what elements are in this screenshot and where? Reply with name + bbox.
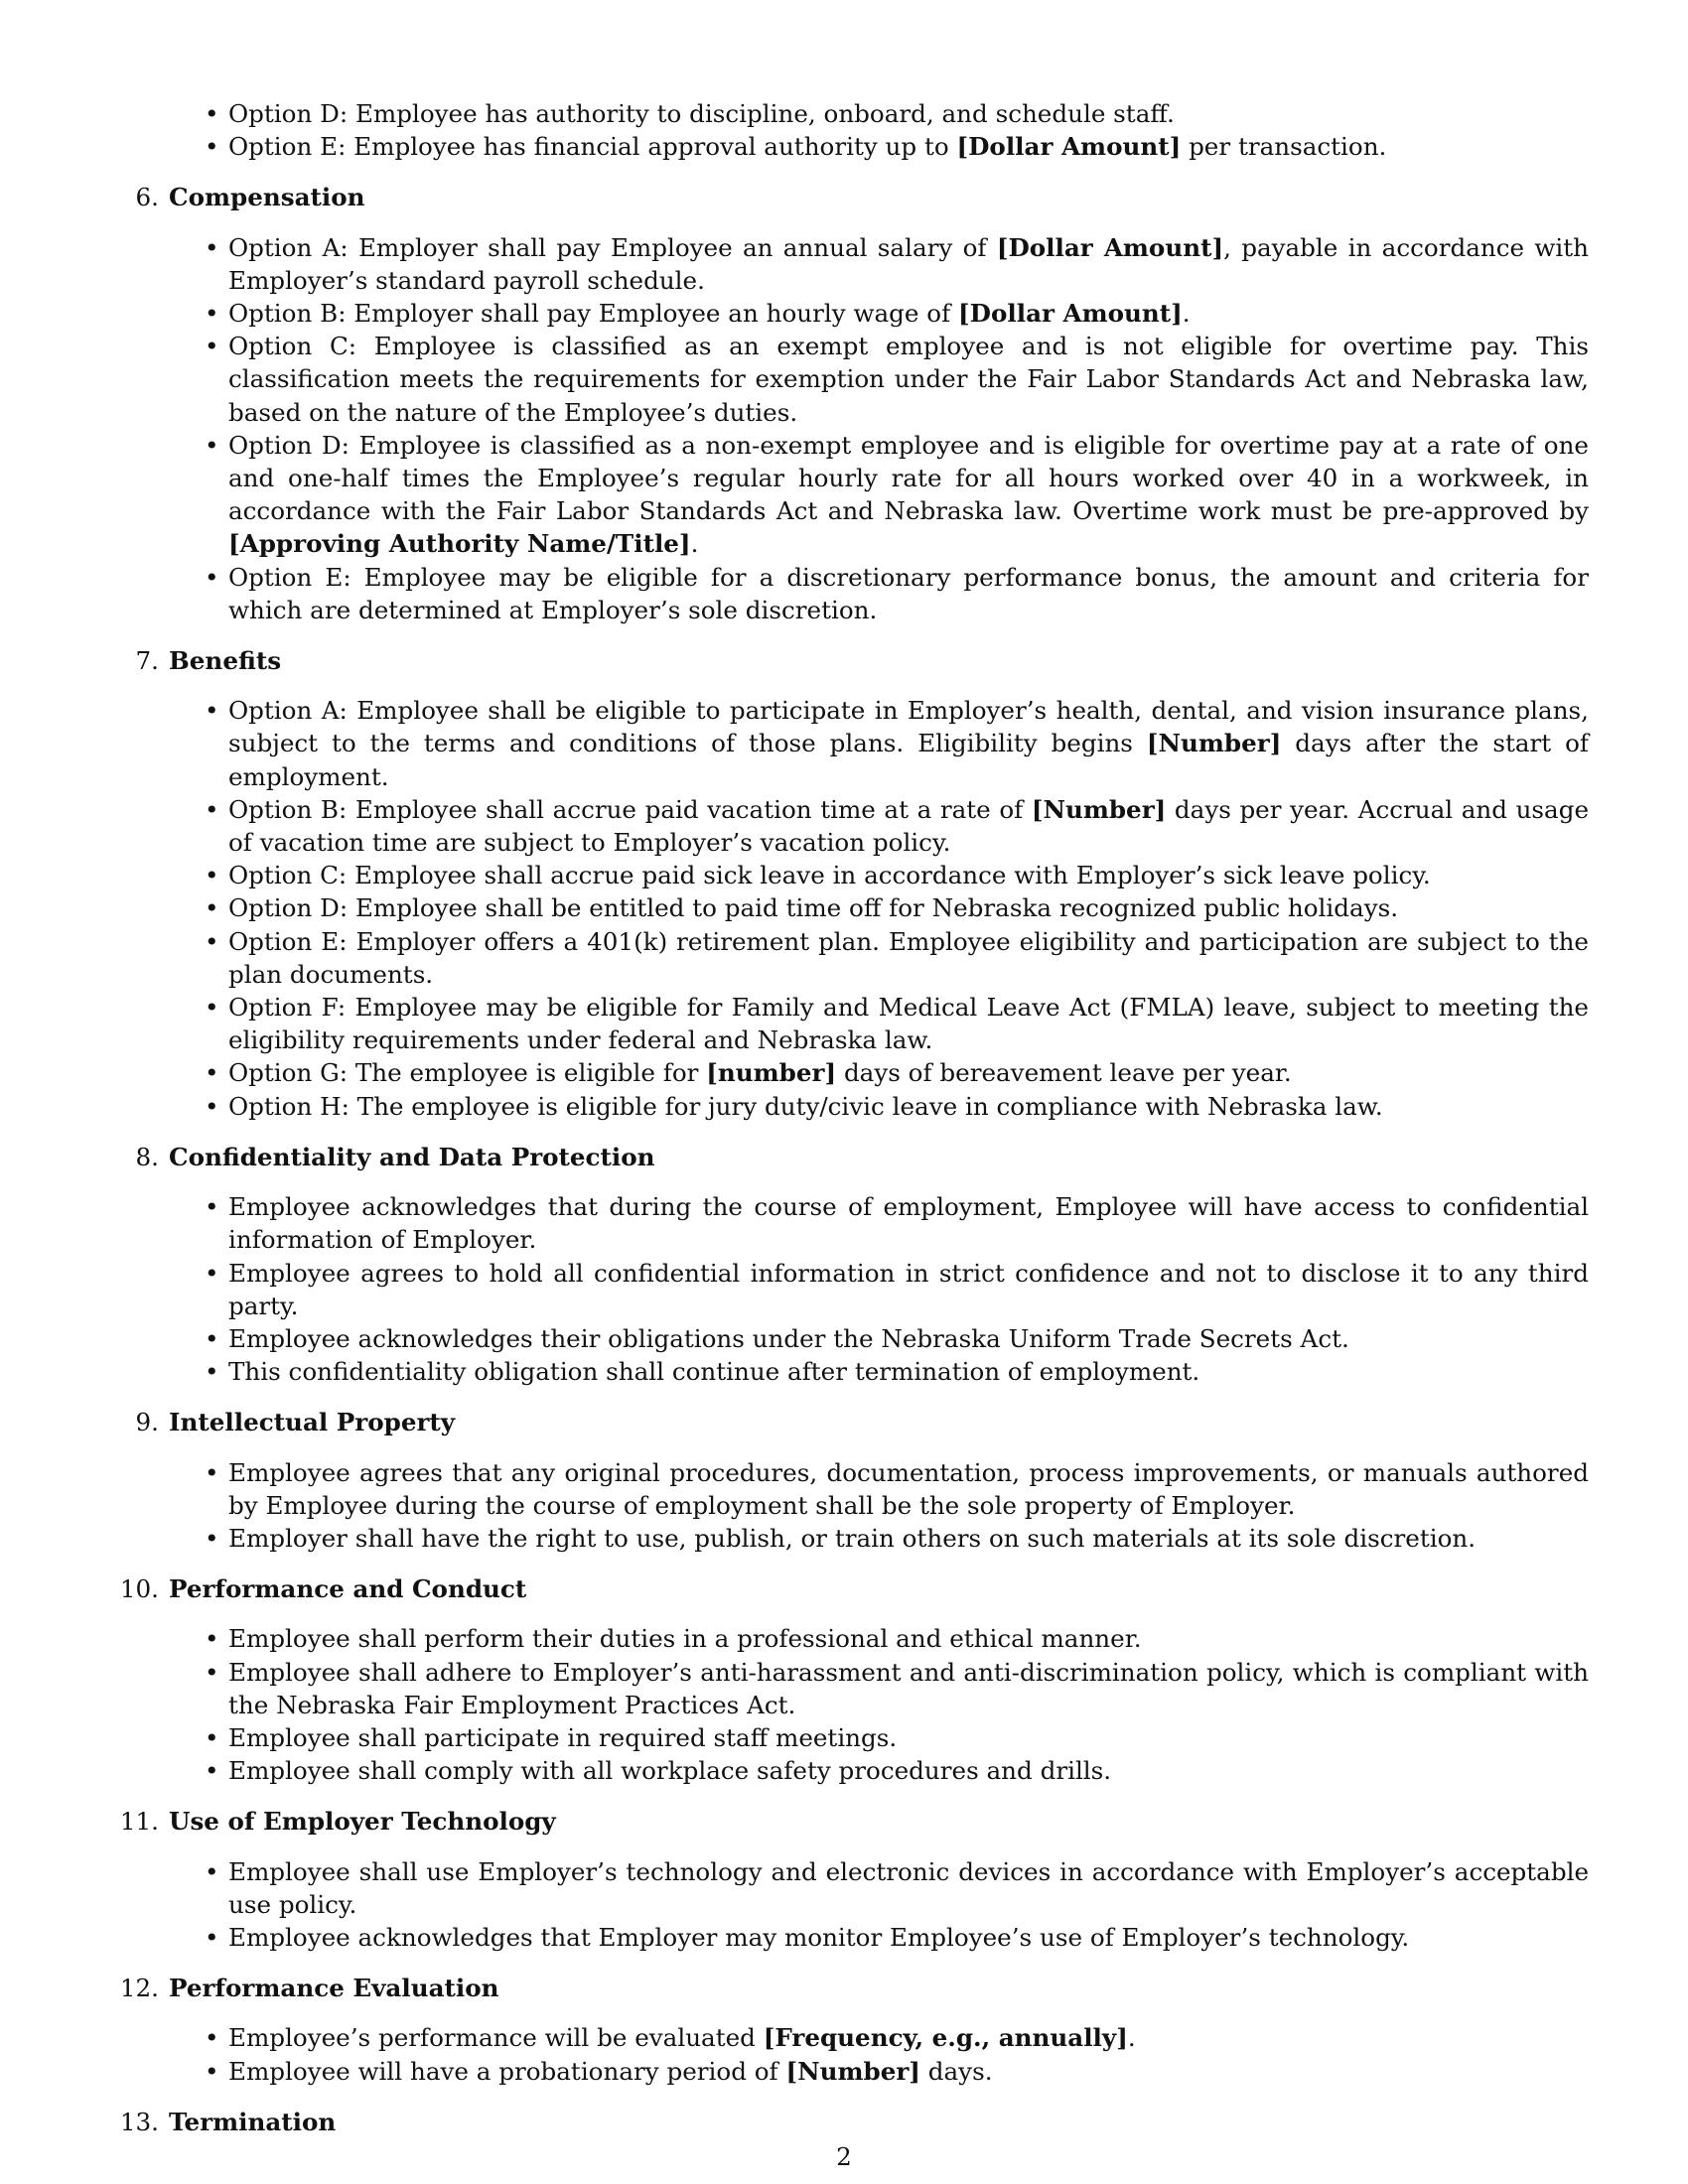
item-text: days per year. Accrual and usage of vacation time are subject to Employer’s vacation policy. — [228, 794, 1589, 858]
section-heading — [119, 1572, 1589, 1605]
list-item — [228, 1056, 1589, 1089]
list-item — [228, 1921, 1589, 1954]
item-text: This confidentiality obligation shall continue after termination of employment. — [228, 1357, 1200, 1387]
list-item — [228, 1622, 1589, 1655]
section — [135, 1141, 1589, 1388]
placeholder-field: [Dollar Amount] — [996, 232, 1224, 262]
continued-option-list — [169, 97, 1589, 163]
item-text: Option D: Employee shall be entitled to paid time off for Nebraska recognized public holidays. — [228, 893, 1399, 923]
list-item — [228, 859, 1589, 891]
item-text: Option E: Employee has financial approval authority up to — [228, 132, 957, 162]
item-text: Employee’s performance will be evaluated — [228, 2023, 764, 2053]
list-item — [228, 561, 1589, 626]
item-text: , payable in accordance with Employer’s standard payroll schedule. — [228, 232, 1589, 295]
section-title: Compensation — [169, 183, 365, 212]
item-text: days after the start of employment. — [228, 729, 1589, 791]
placeholder-field: [Frequency, e.g., annually] — [763, 2023, 1128, 2053]
section-title: Confidentiality and Data Protection — [169, 1142, 655, 1171]
section — [135, 181, 1589, 626]
item-text: Employee acknowledges their obligations under the Nebraska Uniform Trade Secrets Act. — [228, 1323, 1349, 1353]
item-text: Employee acknowledges that Employer may monitor Employee’s use of Employer’s technology. — [228, 1922, 1410, 1952]
document-body — [119, 97, 1589, 2155]
item-text: Option D: Employee is classified as a non-exempt employee and is eligible for overtime pay at a rate of one and one-half times the Employee’s regular hourly rate for all hours worked over 40 in a workweek, in accordance with the Fair Labor Standards Act and Nebraska law. Overtime work must be pre-approved by — [228, 430, 1589, 526]
item-text: days of bereavement leave per year. — [836, 1058, 1292, 1088]
item-text: Employee shall adhere to Employer’s anti-harassment and anti-discrimination policy, which is compliant with the Nebraska Fair Employment Practices Act. — [228, 1657, 1589, 1719]
list-item — [228, 1090, 1589, 1123]
item-text: Employee agrees to hold all confidential information in strict confidence and not to disclose it to any third party. — [228, 1258, 1589, 1320]
section-title: Benefits — [169, 646, 282, 676]
list-item — [228, 1322, 1589, 1355]
item-text: Employee shall participate in required staff meetings. — [228, 1722, 898, 1752]
option-list — [169, 231, 1589, 626]
section — [135, 644, 1589, 1123]
item-text: Option F: Employee may be eligible for Family and Medical Leave Act (FMLA) leave, subject to meeting the eligibility requirements under federal and Nebraska law. — [228, 993, 1589, 1055]
placeholder-field: [Number] — [1146, 729, 1282, 758]
item-text: Employee shall perform their duties in a professional and ethical manner. — [228, 1624, 1142, 1654]
option-list — [169, 2021, 1589, 2087]
section-heading — [119, 1972, 1589, 2004]
section-number: 7. — [135, 646, 159, 676]
section-heading — [135, 1141, 1589, 1173]
list-item — [228, 330, 1589, 429]
item-text: Employee shall use Employer’s technology and electronic devices in accordance with Employer’s acceptable use policy. — [228, 1856, 1589, 1919]
list-item — [228, 297, 1589, 330]
list-item — [228, 1456, 1589, 1522]
section-title: Use of Employer Technology — [169, 1807, 556, 1837]
list-item — [228, 925, 1589, 991]
item-text: Option G: The employee is eligible for — [228, 1058, 707, 1088]
list-item — [228, 130, 1589, 163]
list-item — [228, 1721, 1589, 1754]
section-number: 12. — [119, 1974, 159, 2003]
item-text: . — [690, 529, 699, 559]
list-item — [228, 2055, 1589, 2088]
item-text: Option B: Employee shall accrue paid vacation time at a rate of — [228, 794, 1032, 824]
section — [119, 1805, 1589, 1954]
list-item — [228, 1855, 1589, 1921]
section-list — [119, 181, 1589, 2138]
option-list — [169, 1190, 1589, 1388]
item-text: Option A: Employer shall pay Employee an annual salary of — [228, 232, 997, 262]
item-text: Option C: Employee is classified as an exempt employee and is not eligible for overtime pay. This classification meets the requirements for exemption under the Fair Labor Standards Act and Nebraska law, based on the nature of the Employee’s duties. — [228, 332, 1589, 427]
item-text: per transaction. — [1181, 132, 1387, 162]
placeholder-field: [Dollar Amount] — [958, 299, 1183, 329]
item-text: Option A: Employee shall be eligible to participate in Employer’s health, dental, and vision insurance plans, subject to the terms and conditions of those plans. Eligibility begins — [228, 696, 1589, 758]
placeholder-field: [Dollar Amount] — [956, 132, 1182, 162]
section-number: 11. — [119, 1807, 159, 1837]
section-number: 13. — [119, 2107, 159, 2136]
list-item — [228, 231, 1589, 297]
list-item — [228, 429, 1589, 561]
section-title: Termination — [169, 2107, 337, 2136]
list-item — [228, 991, 1589, 1056]
item-text: Employee acknowledges that during the course of employment, Employee will have access to confidential information of Employer. — [228, 1192, 1589, 1255]
item-text: Option D: Employee has authority to discipline, onboard, and schedule staff. — [228, 99, 1175, 128]
section-number: 6. — [135, 183, 159, 212]
list-item — [228, 97, 1589, 130]
section-heading — [135, 1406, 1589, 1438]
item-text: . — [1182, 299, 1191, 329]
section — [135, 1406, 1589, 1555]
section-heading — [119, 2106, 1589, 2138]
list-item — [228, 793, 1589, 859]
item-text: Option E: Employee may be eligible for a discretionary performance bonus, the amount and criteria for which are determined at Employer’s sole discretion. — [228, 562, 1589, 624]
section-heading — [135, 644, 1589, 677]
placeholder-field: [number] — [706, 1058, 837, 1088]
item-text: Option C: Employee shall accrue paid sick leave in accordance with Employer’s sick leave policy. — [228, 861, 1431, 890]
item-text: Option H: The employee is eligible for jury duty/civic leave in compliance with Nebraska law. — [228, 1091, 1383, 1121]
section — [119, 2106, 1589, 2138]
list-item — [228, 1190, 1589, 1256]
placeholder-field: [Number] — [785, 2056, 920, 2086]
option-list — [169, 1855, 1589, 1955]
option-list — [169, 1622, 1589, 1787]
list-item — [228, 1355, 1589, 1388]
section-title: Intellectual Property — [169, 1408, 456, 1437]
section — [119, 1972, 1589, 2088]
list-item — [228, 2021, 1589, 2054]
page-number: 2 — [836, 2142, 852, 2171]
section-number: 10. — [119, 1574, 159, 1604]
item-text: Employee will have a probationary period of — [228, 2056, 786, 2086]
section-number: 8. — [135, 1142, 159, 1171]
list-item — [228, 891, 1589, 924]
item-text: Employer shall have the right to use, publish, or train others on such materials at its sole discretion. — [228, 1523, 1477, 1553]
placeholder-field: [Number] — [1031, 794, 1167, 824]
item-text: Employee shall comply with all workplace safety procedures and drills. — [228, 1756, 1112, 1786]
section-number: 9. — [135, 1408, 159, 1437]
list-item — [228, 694, 1589, 793]
list-item — [228, 1656, 1589, 1721]
list-item — [228, 1754, 1589, 1787]
item-text: days. — [919, 2056, 993, 2086]
section-heading — [135, 181, 1589, 213]
item-text: Option B: Employer shall pay Employee an hourly wage of — [228, 299, 959, 329]
section-title: Performance and Conduct — [169, 1574, 527, 1604]
option-list — [169, 1456, 1589, 1556]
item-text: Employee agrees that any original procedures, documentation, process improvements, or manuals authored by Employee during the course of employment shall be the sole property of Employer. — [228, 1457, 1589, 1520]
item-text: Option E: Employer offers a 401(k) retirement plan. Employee eligibility and participation are subject to the plan documents. — [228, 926, 1589, 989]
option-list — [169, 694, 1589, 1123]
section-title: Performance Evaluation — [169, 1974, 499, 2003]
section — [119, 1572, 1589, 1787]
section-heading — [119, 1805, 1589, 1838]
list-item — [228, 1522, 1589, 1555]
placeholder-field: [Approving Authority Name/Title] — [228, 529, 691, 559]
list-item — [228, 1257, 1589, 1322]
item-text: . — [1127, 2023, 1136, 2053]
